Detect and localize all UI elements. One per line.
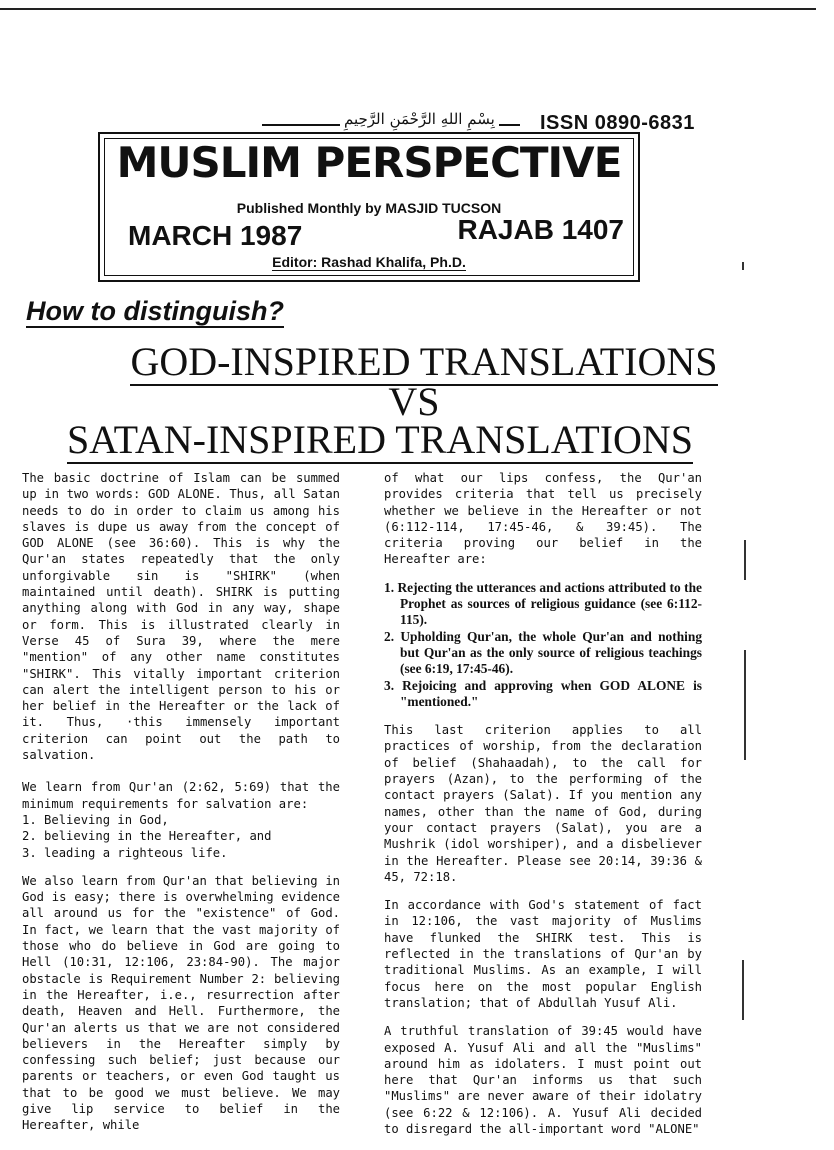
publisher-line: Published Monthly by MASJID TUCSON	[236, 200, 502, 216]
headline-2-text: SATAN-INSPIRED TRANSLATIONS	[66, 417, 694, 462]
paragraph: A truthful translation of 39:45 would have exposed A. Yusuf Ali and all the "Muslims" around him as idolaters. I must point out here that Qur'an informs us that such "Muslims" are never aware of their idolatry (see 6:22 & 12:106). A. Yusuf Ali decided to disregard the all-important word "ALONE"	[384, 1024, 702, 1136]
criteria-list	[384, 580, 702, 710]
publication-title: MUSLIM PERSPECTIVE	[116, 138, 622, 187]
list-item: 3. leading a righteous life.	[22, 845, 340, 861]
headline-satan-inspired	[0, 417, 790, 462]
headline-1-text: GOD-INSPIRED TRANSLATIONS	[130, 339, 718, 384]
paragraph: We learn from Qur'an (2:62, 5:69) that the minimum requirements for salvation are:	[22, 780, 340, 811]
article-column-left	[22, 470, 340, 1150]
masthead-box	[98, 132, 640, 282]
paragraph: of what our lips confess, the Qur'an provides criteria that tell us precisely whether we believe in the Hereafter or not (6:112-114, 17:45-46, & 39:45). The criteria proving our belief in the Hereafter are:	[384, 471, 702, 567]
list-item: 2. Upholding Qur'an, the whole Qur'an and nothing but Qur'an as the only source of religious teachings (see 6:19, 17:45-46).	[384, 629, 702, 678]
top-rule	[0, 8, 816, 10]
editor-name: Editor: Rashad Khalifa, Ph.D.	[272, 254, 466, 270]
list-item: 2. believing in the Hereafter, and	[22, 828, 340, 844]
hijri-date: RAJAB 1407	[457, 214, 624, 245]
salvation-requirements-list	[22, 812, 340, 861]
paragraph: We also learn from Qur'an that believing in God is easy; there is overwhelming evidence all around us for the "existence" of God. In fact, we learn that the vast majority of those who do believe in God are going to Hell (10:31, 12:106, 23:84-90). The major obstacle is Requirement Number 2: believing in the Hereafter, i.e., resurrection after death, Heaven and Hell. Furthermore, the Qur'an alerts us that we are not considered believers in the Hereafter simply by confessing such belief; just because our parents or teachers, or even God taught us that to be good we must believe. We may give lip service to belief in the Hereafter, while	[22, 873, 340, 1133]
subheading-text: How to distinguish?	[26, 296, 284, 326]
scan-speck	[744, 540, 746, 580]
paragraph: The basic doctrine of Islam can be summed up in two words: GOD ALONE. Thus, all Satan needs to do in order to claim us among his slaves is dupe us away from the concept of GOD ALONE (see 36:60). This is why the Qur'an states repeatedly that the only unforgivable sin is "SHIRK" (when maintained until death). SHIRK is putting anything along with God in any way, shape or form. This is illustrated clearly in Verse 45 of Sura 39, where the mere "mention" of any other name constitutes "SHIRK". This vitally important criterion can alert the intelligent person to his or her belief in the Hereafter or the lack of it. Thus, ·this immensely important criterion can point out the path to salvation.	[22, 471, 340, 763]
basmala-banner	[262, 112, 522, 134]
headline-god-inspired	[14, 339, 834, 384]
headline-vs: VS	[388, 379, 440, 424]
scan-speck	[744, 650, 746, 760]
list-item: 3. Rejoicing and approving when GOD ALONE is "mentioned."	[384, 678, 702, 711]
scan-speck	[742, 262, 744, 270]
paragraph: This last criterion applies to all practices of worship, from the declaration of belief (Shahaadah), to the call for prayers (Azan), to the performing of the contact prayers (Salat). If you mention any names, other than the name of God, during your contact prayers (Salat), you are a Mushrik (idol worshiper), and a disbeliever in the Hereafter. Please see 20:14, 39:36 & 45, 72:18.	[384, 723, 702, 884]
scan-speck	[742, 960, 744, 1020]
article-column-right	[384, 470, 702, 1149]
list-item: 1. Rejecting the utterances and actions attributed to the Prophet as sources of religious guidance (see 6:112-115).	[384, 580, 702, 629]
issue-date: MARCH 1987	[128, 220, 303, 251]
article-subheading	[26, 296, 284, 327]
editor-line	[100, 254, 638, 270]
paragraph: In accordance with God's statement of fact in 12:106, the vast majority of Muslims have flunked the SHIRK test. This is reflected in the translations of Qur'an by traditional Muslims. As an example, I will focus here on the most popular English translation; that of Abdullah Yusuf Ali.	[384, 898, 702, 1010]
basmala-text: بِسْمِ اللهِ الرَّحْمَنِ الرَّحِيمِ	[340, 110, 499, 128]
list-item: 1. Believing in God,	[22, 812, 340, 828]
issn-number: ISSN 0890-6831	[540, 112, 695, 134]
